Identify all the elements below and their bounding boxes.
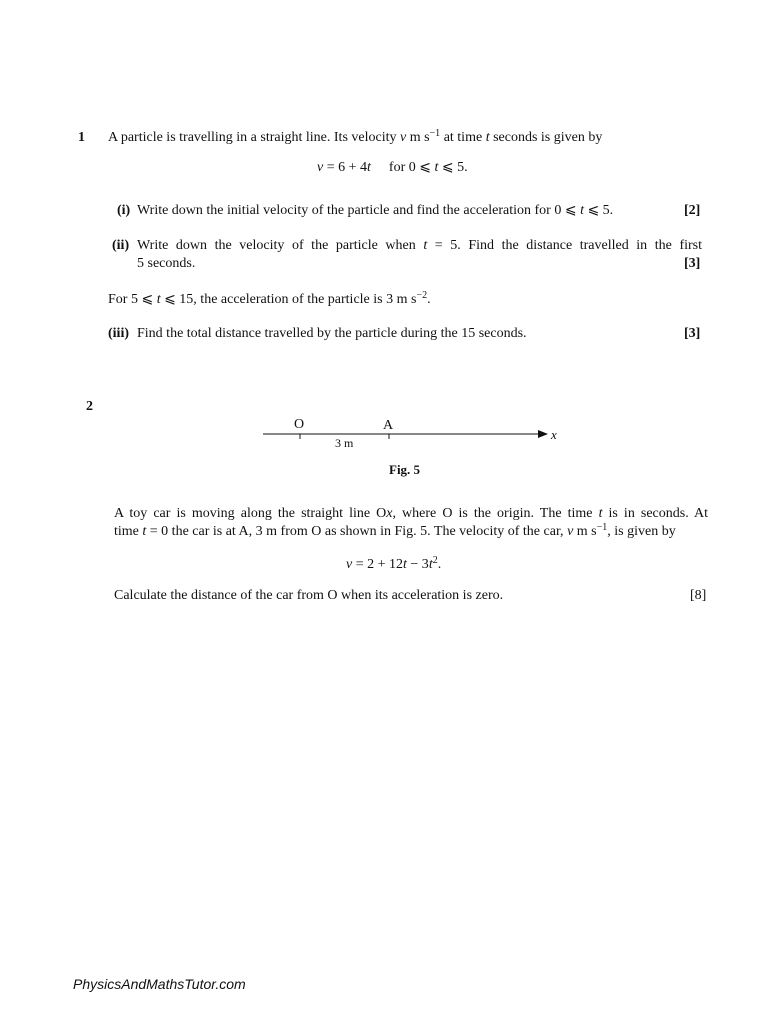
fig5-label-x: x <box>551 427 557 442</box>
q1-part-i-label: (i) <box>117 203 131 218</box>
q2-paragraph-line2: time t = 0 the car is at A, 3 m from O as shown in Fig. 5. The velocity of the car, v m $s^{-1}$, is given by <box>114 522 676 539</box>
q1-part-iii-label: (iii) <box>108 326 129 341</box>
q2-question: Calculate the distance of the car from O when its acceleration is zero. <box>114 588 504 603</box>
q1-number: 1 <box>78 130 85 145</box>
q2-marks: [8] <box>690 588 707 603</box>
q2-number: 2 <box>86 399 93 414</box>
fig5-diagram <box>0 0 768 480</box>
q1-part-i-text: Write down the initial velocity of the particle and find the acceleration for 0 ⩽ t ⩽ 5. <box>137 203 614 218</box>
footer-site-name: PhysicsAndMathsTutor.com <box>73 976 246 992</box>
q2-equation: $v = 2 + 12t - 3t^2$. <box>346 555 442 572</box>
q2-paragraph-line1: A toy car is moving along the straight line Ox, where O is the origin. The time t is in seconds. At <box>114 506 708 521</box>
q1-part-ii-label: (ii) <box>112 238 130 253</box>
fig5-caption: Fig. 5 <box>389 462 421 477</box>
q1-intro: A particle is travelling in a straight line. Its velocity v m $s^{-1}$ at time t seconds is given by <box>108 128 603 145</box>
q1-mid-statement: For 5 ⩽ t ⩽ 15, the acceleration of the particle is 3 m $s^{-2}$. <box>108 290 431 307</box>
fig5-distance-label: 3 m <box>335 436 354 450</box>
q1-part-iii-text: Find the total distance travelled by the particle during the 15 seconds. <box>137 326 527 341</box>
fig5-label-a: A <box>383 418 394 433</box>
q1-part-ii-marks: [3] <box>684 256 701 271</box>
q1-part-ii-line2: 5 seconds. <box>137 256 196 271</box>
q1-part-ii-line1: Write down the velocity of the particle when t = 5. Find the distance travelled in the first <box>137 238 702 253</box>
q1-part-i-marks: [2] <box>684 203 701 218</box>
q1-equation: v = 6 + 4t for 0 ⩽ t ⩽ 5. <box>317 160 468 175</box>
fig5-label-o: O <box>294 417 305 432</box>
axis-arrowhead <box>538 430 548 438</box>
q1-part-iii-marks: [3] <box>684 326 701 341</box>
